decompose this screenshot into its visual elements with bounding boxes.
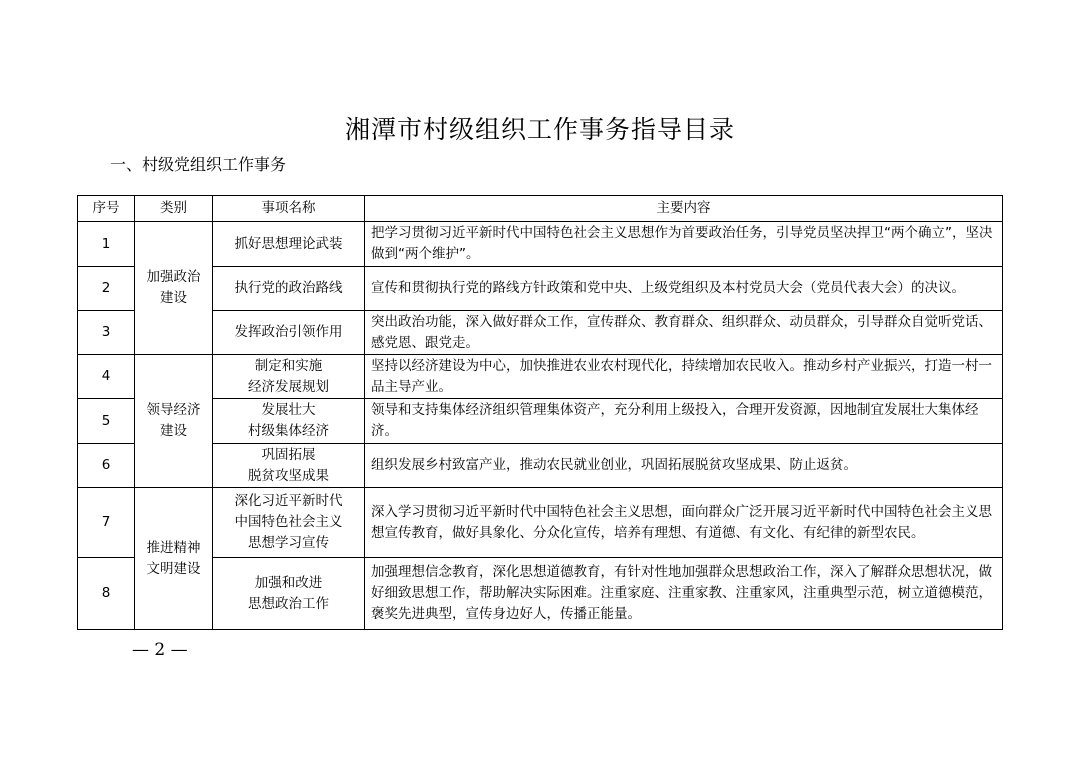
item-content: 深入学习贯彻习近平新时代中国特色社会主义思想，面向群众广泛开展习近平新时代中国特色社会主义思想宣传教育，做好具象化、分众化宣传，培养有理想、有道德、有文化、有纪律的新型农民。 (365, 488, 1003, 558)
item-content: 领导和支持集体经济组织管理集体资产，充分利用上级投入，合理开发资源，因地制宜发展壮大集体经济。 (365, 399, 1003, 444)
item-content: 坚持以经济建设为中心，加快推进农业农村现代化，持续增加农民收入。推动乡村产业振兴，打造一村一品主导产业。 (365, 355, 1003, 399)
page-number: — 2 — (132, 640, 188, 660)
item-name: 深化习近平新时代 中国特色社会主义 思想学习宣传 (213, 488, 365, 558)
table-row (78, 444, 1003, 488)
item-content: 突出政治功能，深入做好群众工作，宣传群众、教育群众、组织群众、动员群众，引导群众自觉听党话、感党恩、跟党走。 (365, 311, 1003, 355)
row-number: 5 (78, 399, 135, 444)
item-name: 发挥政治引领作用 (213, 311, 365, 355)
category-cell: 加强政治 建设 (135, 222, 213, 355)
item-name: 发展壮大 村级集体经济 (213, 399, 365, 444)
row-number: 6 (78, 444, 135, 488)
item-name: 制定和实施 经济发展规划 (213, 355, 365, 399)
item-content: 组织发展乡村致富产业，推动农民就业创业，巩固拓展脱贫攻坚成果、防止返贫。 (365, 444, 1003, 488)
item-name: 抓好思想理论武装 (213, 222, 365, 267)
affairs-table (77, 195, 1003, 630)
item-name: 执行党的政治路线 (213, 267, 365, 311)
table-header-row (78, 196, 1003, 222)
row-number: 4 (78, 355, 135, 399)
item-content: 把学习贯彻习近平新时代中国特色社会主义思想作为首要政治任务，引导党员坚决捍卫“两个确立”，坚决做到“两个维护”。 (365, 222, 1003, 267)
category-cell: 领导经济 建设 (135, 355, 213, 488)
row-number: 8 (78, 558, 135, 630)
table-row (78, 558, 1003, 630)
header-category: 类别 (135, 196, 213, 222)
row-number: 7 (78, 488, 135, 558)
item-content: 宣传和贯彻执行党的路线方针政策和党中央、上级党组织及本村党员大会（党员代表大会）的决议。 (365, 267, 1003, 311)
section-heading: 一、村级党组织工作事务 (110, 155, 287, 174)
category-cell: 推进精神 文明建设 (135, 488, 213, 630)
header-main-content: 主要内容 (365, 196, 1003, 222)
header-number: 序号 (78, 196, 135, 222)
table-row (78, 222, 1003, 267)
document-title: 湘潭市村级组织工作事务指导目录 (344, 115, 735, 144)
row-number: 3 (78, 311, 135, 355)
table-row (78, 311, 1003, 355)
table-row (78, 355, 1003, 399)
row-number: 2 (78, 267, 135, 311)
header-item-name: 事项名称 (213, 196, 365, 222)
item-name: 加强和改进 思想政治工作 (213, 558, 365, 630)
item-content: 加强理想信念教育，深化思想道德教育，有针对性地加强群众思想政治工作，深入了解群众思想状况，做好细致思想工作，帮助解决实际困难。注重家庭、注重家教、注重家风，注重典型示范，树立道德模范，褒奖先进典型，宣传身边好人，传播正能量。 (365, 558, 1003, 630)
row-number: 1 (78, 222, 135, 267)
item-name: 巩固拓展 脱贫攻坚成果 (213, 444, 365, 488)
table-row (78, 267, 1003, 311)
table-row (78, 488, 1003, 558)
table-row (78, 399, 1003, 444)
